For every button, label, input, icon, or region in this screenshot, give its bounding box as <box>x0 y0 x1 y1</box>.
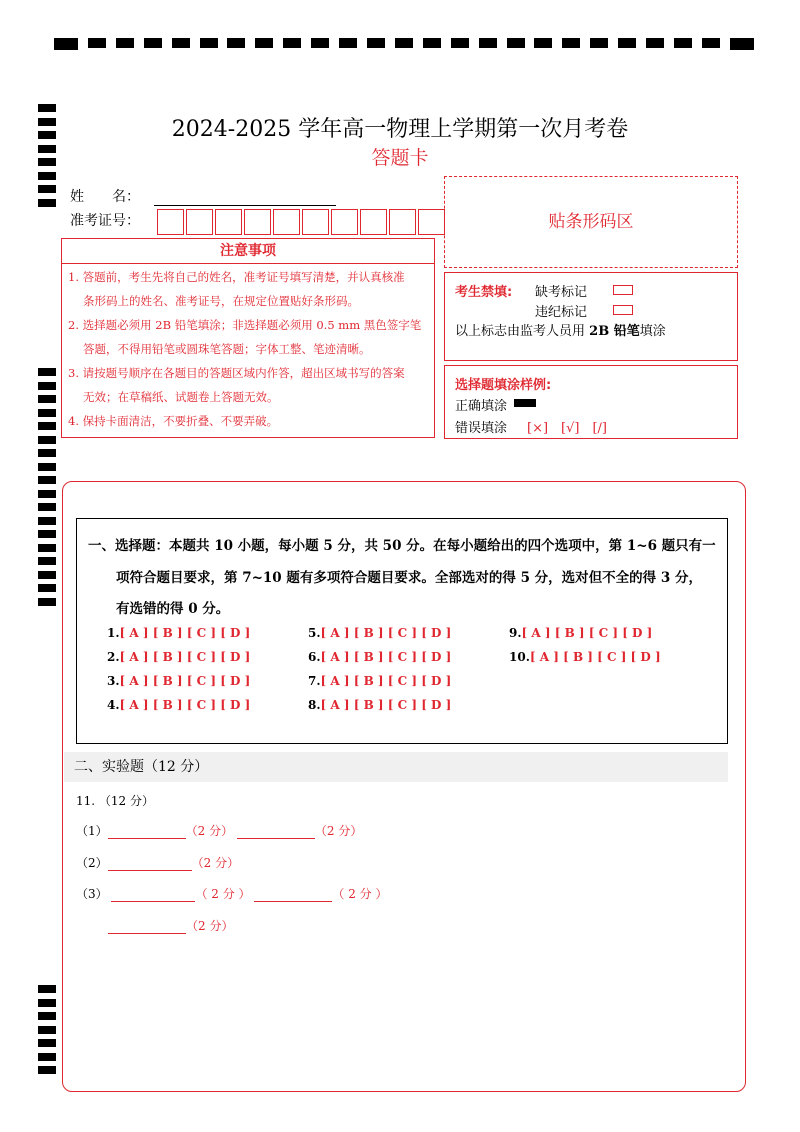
timing-mark <box>54 38 78 50</box>
timing-mark <box>38 571 56 579</box>
wrong-fill-marks: [×] [√] [/] <box>527 421 607 436</box>
exam-id-boxes[interactable] <box>157 209 447 235</box>
notice-line: 条形码上的姓名、准考证号，在规定位置贴好条形码。 <box>83 294 359 308</box>
top-timing-marks <box>54 38 754 50</box>
fill-sample-box <box>444 365 738 439</box>
answer-row-3b: （2 分） <box>108 917 233 934</box>
notice-line: 答题，不得用铅笔或圆珠笔答题；字体工整、笔迹清晰。 <box>83 342 371 356</box>
timing-mark <box>116 38 134 48</box>
choice-question[interactable]: 4.[ A ] [ B ] [ C ] [ D ] <box>107 698 251 712</box>
answer-blank[interactable] <box>254 890 332 902</box>
barcode-area: 贴条形码区 <box>444 176 738 268</box>
answer-blank[interactable] <box>108 827 186 839</box>
timing-mark <box>423 38 441 48</box>
timing-mark <box>38 449 56 457</box>
name-field[interactable] <box>154 191 336 206</box>
choice-intro-line: 有选错的得 0 分。 <box>116 601 230 617</box>
notice-line: 2. 选择题必须用 2B 铅笔填涂；非选择题必须用 0.5 mm 黑色签字笔 <box>68 318 422 332</box>
timing-mark <box>38 490 56 498</box>
absent-mark-box[interactable] <box>613 285 633 295</box>
timing-mark <box>255 38 273 48</box>
wrong-fill-label: 错误填涂 <box>455 421 508 436</box>
page-title: 2024-2025 学年高一物理上学期第一次月考卷 <box>171 117 629 142</box>
timing-mark <box>38 382 56 390</box>
choice-question[interactable]: 6.[ A ] [ B ] [ C ] [ D ] <box>308 650 452 664</box>
choice-question[interactable]: 1.[ A ] [ B ] [ C ] [ D ] <box>107 626 251 640</box>
timing-mark <box>38 476 56 484</box>
timing-mark <box>38 999 56 1007</box>
notice-title: 注意事项 <box>61 238 435 264</box>
id-digit-box[interactable] <box>186 209 213 235</box>
timing-mark <box>38 104 56 112</box>
timing-mark <box>730 38 754 50</box>
timing-mark <box>227 38 245 48</box>
choice-question[interactable]: 3.[ A ] [ B ] [ C ] [ D ] <box>107 674 251 688</box>
timing-mark <box>507 38 525 48</box>
timing-mark <box>38 517 56 525</box>
timing-mark <box>590 38 608 48</box>
left-timing-marks-bottom <box>38 985 56 1080</box>
timing-mark <box>38 985 56 993</box>
timing-mark <box>38 1039 56 1047</box>
answer-row-3: （3） （ 2 分 ） （ 2 分 ） <box>76 887 388 901</box>
id-digit-box[interactable] <box>302 209 329 235</box>
timing-mark <box>311 38 329 48</box>
timing-mark <box>367 38 385 48</box>
id-digit-box[interactable] <box>157 209 184 235</box>
timing-mark <box>339 38 357 48</box>
timing-mark <box>38 1012 56 1020</box>
id-digit-box[interactable] <box>215 209 242 235</box>
timing-mark <box>38 503 56 511</box>
timing-mark <box>38 557 56 565</box>
violation-label: 违纪标记 <box>535 305 588 320</box>
violation-mark-box[interactable] <box>613 305 633 315</box>
choice-question[interactable]: 2.[ A ] [ B ] [ C ] [ D ] <box>107 650 251 664</box>
timing-mark <box>451 38 469 48</box>
choice-intro-line: 项符合题目要求，第 7~10 题有多项符合题目要求。全部选对的得 5 分，选对但不全的得 3 分， <box>116 570 702 586</box>
exam-id-label: 准考证号： <box>70 213 140 229</box>
correct-fill-mark <box>514 399 536 407</box>
answer-blank[interactable] <box>108 922 186 934</box>
timing-mark <box>38 463 56 471</box>
timing-mark <box>38 185 56 193</box>
timing-mark <box>38 530 56 538</box>
timing-mark <box>200 38 218 48</box>
timing-mark <box>38 544 56 552</box>
id-digit-box[interactable] <box>418 209 445 235</box>
timing-mark <box>562 38 580 48</box>
timing-mark <box>38 199 56 207</box>
answer-row-1: （1） （2 分） （2 分） <box>76 824 363 838</box>
timing-mark <box>144 38 162 48</box>
question-11-label: 11. （12 分） <box>76 794 154 808</box>
answer-blank[interactable] <box>237 827 315 839</box>
timing-mark <box>38 598 56 606</box>
timing-mark <box>283 38 301 48</box>
timing-mark <box>38 584 56 592</box>
name-row <box>70 186 336 206</box>
timing-mark <box>38 436 56 444</box>
timing-mark <box>534 38 552 48</box>
timing-mark <box>38 368 56 376</box>
timing-mark <box>38 1066 56 1074</box>
absent-label: 缺考标记 <box>535 285 588 300</box>
timing-mark <box>38 422 56 430</box>
timing-mark <box>38 409 56 417</box>
timing-mark <box>479 38 497 48</box>
answer-row-2: （2） （2 分） <box>76 856 240 870</box>
exam-id-row <box>70 210 140 230</box>
choice-question[interactable]: 8.[ A ] [ B ] [ C ] [ D ] <box>308 698 452 712</box>
choice-question[interactable]: 5.[ A ] [ B ] [ C ] [ D ] <box>308 626 452 640</box>
timing-mark <box>674 38 692 48</box>
timing-mark <box>646 38 664 48</box>
prohibited-note: 以上标志由监考人员用 2B 铅笔填涂 <box>455 324 666 339</box>
answer-blank[interactable] <box>108 859 192 871</box>
timing-mark <box>618 38 636 48</box>
timing-mark <box>172 38 190 48</box>
notice-line: 3. 请按题号顺序在各题目的答题区域内作答，超出区域书写的答案 <box>68 366 405 380</box>
timing-mark <box>38 1053 56 1061</box>
choice-question[interactable]: 7.[ A ] [ B ] [ C ] [ D ] <box>308 674 452 688</box>
choice-intro-line: 一、选择题：本题共 10 小题，每小题 5 分，共 50 分。在每小题给出的四个选项中，第 1~6 题只有一 <box>88 538 716 554</box>
left-timing-marks-middle <box>38 368 56 611</box>
page-subtitle: 答题卡 <box>371 147 429 169</box>
experiment-heading: 二、实验题（12 分） <box>64 752 728 782</box>
id-digit-box[interactable] <box>244 209 271 235</box>
notice-line: 1. 答题前，考生先将自己的姓名，准考证号填写清楚，并认真核准 <box>68 270 405 284</box>
prohibited-title: 考生禁填: <box>455 285 513 300</box>
name-label: 姓 名： <box>70 189 140 205</box>
timing-mark <box>38 172 56 180</box>
timing-mark <box>702 38 720 48</box>
id-digit-box[interactable] <box>389 209 416 235</box>
id-digit-box[interactable] <box>273 209 300 235</box>
timing-mark <box>395 38 413 48</box>
timing-mark <box>88 38 106 48</box>
notice-body <box>61 262 435 438</box>
choice-question[interactable]: 9.[ A ] [ B ] [ C ] [ D ] <box>509 626 653 640</box>
answer-blank[interactable] <box>111 890 195 902</box>
id-digit-box[interactable] <box>331 209 358 235</box>
notice-line: 4. 保持卡面清洁，不要折叠、不要弄破。 <box>68 414 279 428</box>
timing-mark <box>38 395 56 403</box>
correct-fill-label: 正确填涂 <box>455 399 508 414</box>
timing-mark <box>38 1026 56 1034</box>
choice-question[interactable]: 10.[ A ] [ B ] [ C ] [ D ] <box>509 650 661 664</box>
id-digit-box[interactable] <box>360 209 387 235</box>
fill-sample-title: 选择题填涂样例: <box>455 378 552 393</box>
notice-line: 无效；在草稿纸、试题卷上答题无效。 <box>83 390 279 404</box>
prohibited-box <box>444 272 738 361</box>
